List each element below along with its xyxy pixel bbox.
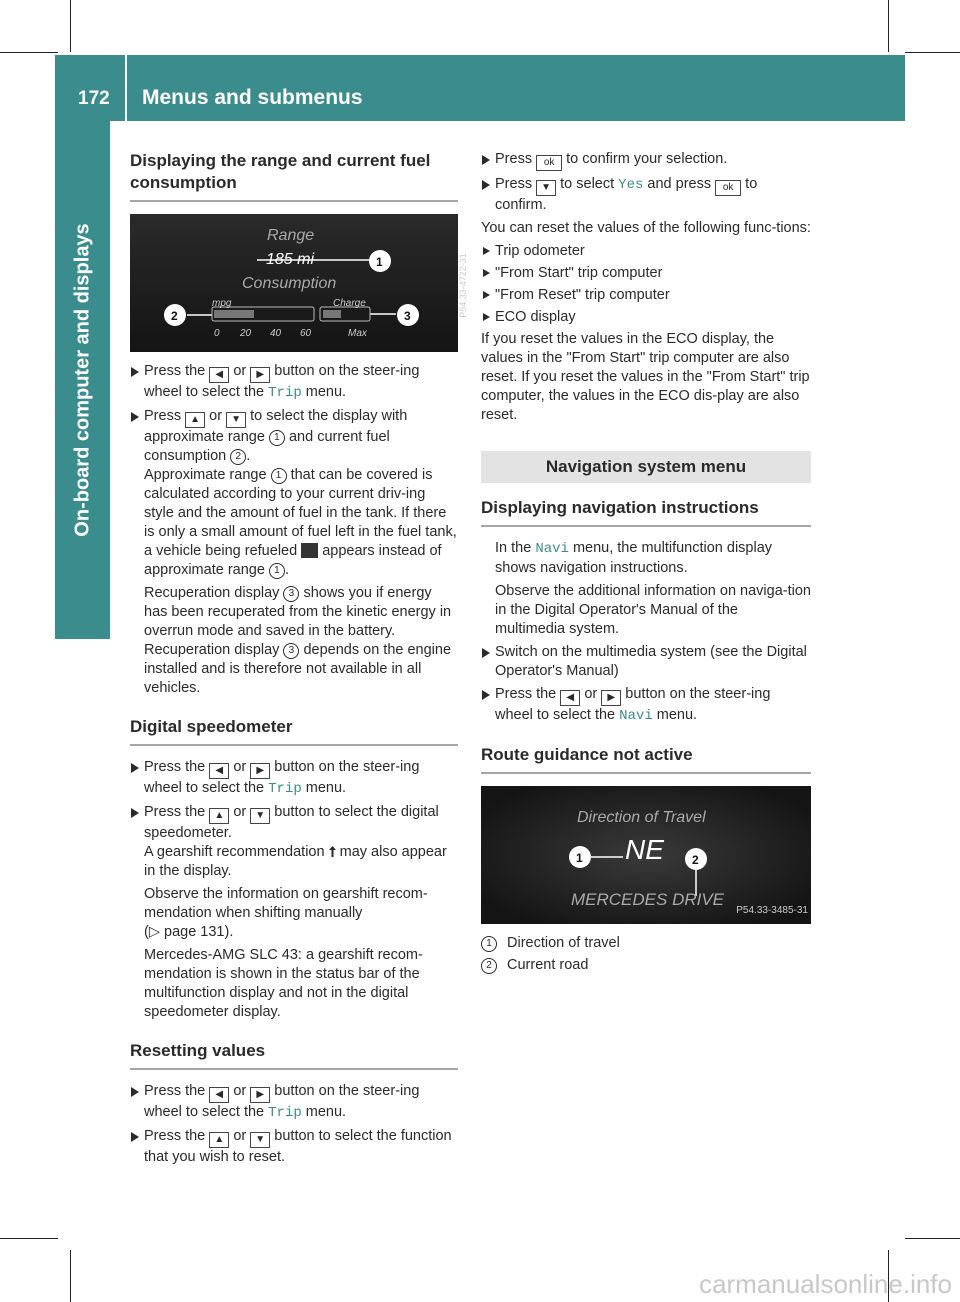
text: or — [584, 686, 598, 702]
text: to select — [560, 176, 615, 192]
right-arrow-button-icon: ▶ — [250, 367, 270, 383]
text: menu. — [305, 384, 347, 400]
ok-button-icon: ok — [715, 180, 741, 196]
callout-1: 1 — [576, 851, 583, 865]
callout-1: 1 — [376, 255, 383, 269]
right-arrow-button-icon: ▶ — [601, 690, 621, 706]
down-arrow-button-icon: ▼ — [250, 808, 270, 824]
menu-yes: Yes — [618, 177, 644, 193]
section-title: Navigation system menu — [481, 451, 811, 483]
reset-heading: Resetting values — [130, 1040, 458, 1070]
menu-navi: Navi — [535, 541, 569, 557]
callout-ref-2: 2 — [481, 958, 497, 974]
text: Press — [495, 176, 533, 192]
step — [130, 1082, 458, 1123]
text: to select the display with approximate range — [144, 408, 408, 445]
crop-mark — [70, 1250, 71, 1302]
text: Approximate range — [144, 467, 267, 483]
text: button on the steer-ing wheel to select the — [144, 363, 420, 400]
text: or — [233, 1083, 247, 1099]
text: button on the steer-ing wheel to select the — [495, 686, 771, 723]
callout-2: 2 — [171, 309, 178, 323]
crop-mark — [905, 52, 960, 53]
header-title: Menus and submenus — [142, 86, 363, 109]
text: menu. — [656, 707, 698, 723]
text: appears instead of approximate range — [144, 543, 442, 578]
navigation-display-figure — [481, 786, 811, 924]
ok-button-icon: ok — [536, 155, 562, 171]
paragraph: If you reset the values in the ECO display, the values in the "From Start" trip computer are also reset. If you reset the values in the "From Start" trip computer, the values in the ECO dis-play are also reset. — [481, 331, 810, 423]
max-label: Max — [348, 328, 367, 339]
charge-label: Charge — [333, 298, 366, 309]
text: . — [284, 562, 289, 578]
text: In the — [495, 540, 532, 556]
watermark: carmanualsonline.info — [699, 1269, 952, 1299]
left-arrow-button-icon: ◀ — [560, 690, 580, 706]
text: A gearshift recommendation — [144, 844, 325, 860]
callout-ref-2: 2 — [230, 449, 246, 465]
text: or — [209, 408, 223, 424]
callout-ref-1: 1 — [269, 563, 285, 579]
up-arrow-button-icon: ▲ — [209, 808, 229, 824]
page-number: 172 — [78, 88, 110, 109]
text: to confirm. — [495, 176, 758, 213]
paragraph — [130, 885, 458, 942]
text: and current fuel consumption — [144, 429, 390, 464]
step — [130, 1127, 458, 1167]
crop-mark — [888, 0, 889, 52]
tick-0: 0 — [214, 328, 220, 339]
text: or — [233, 759, 247, 775]
text: menu. — [305, 1104, 347, 1120]
callout-ref-3: 3 — [283, 586, 299, 602]
list-item: ECO display — [481, 308, 811, 327]
text: Press the — [144, 804, 206, 820]
direction-label: Direction of Travel — [577, 809, 706, 826]
paragraph — [130, 584, 458, 698]
paragraph: Observe the additional information on naviga-tion in the Digital Operator's Manual of the multimedia system. — [495, 583, 811, 637]
mpg-label: mpg — [212, 298, 232, 309]
range-label: Range — [267, 227, 315, 244]
gearshift-up-icon — [329, 846, 336, 857]
step — [130, 362, 458, 403]
step — [481, 175, 811, 215]
menu-trip: Trip — [268, 385, 302, 401]
callout-ref-3: 3 — [283, 643, 299, 659]
text: Press the — [144, 1128, 206, 1144]
text: menu. — [305, 780, 347, 796]
legend-item — [481, 956, 811, 975]
text: Observe the information on gearshift recom-mendation when shifting manually — [144, 886, 428, 921]
callout-3: 3 — [404, 309, 411, 323]
step — [130, 758, 458, 799]
text: Press the — [144, 363, 206, 379]
text: shows you if energy has been recuperated from the kinetic energy in overrun mode and saved in the battery. Recuperation display — [144, 585, 452, 658]
header-divider — [125, 55, 127, 121]
range-heading: Displaying the range and current fuel consumption — [130, 150, 458, 202]
text: and press — [647, 176, 712, 192]
step — [481, 685, 811, 726]
up-arrow-button-icon: ▲ — [209, 1132, 229, 1148]
text: Press the — [495, 686, 557, 702]
legend-item — [481, 934, 811, 953]
side-tab-text: On-board computer and displays — [71, 223, 94, 537]
text: or — [233, 1128, 247, 1144]
text: Press — [144, 408, 182, 424]
page-reference: (▷ page 131). — [144, 924, 234, 940]
step: Switch on the multimedia system (see the Digital Operator's Manual) — [481, 643, 811, 681]
list-item: Trip odometer — [481, 242, 811, 261]
text: Press the — [144, 1083, 206, 1099]
text: or — [233, 363, 247, 379]
text: button on the steer-ing wheel to select the — [144, 1083, 420, 1120]
consumption-label: Consumption — [242, 275, 337, 292]
step — [130, 407, 458, 580]
list-item: "From Start" trip computer — [481, 264, 811, 283]
text: depends on the engine installed and is therefore not available in all vehicles. — [144, 642, 452, 696]
callout-2: 2 — [692, 853, 699, 867]
left-column — [130, 150, 469, 1171]
text: button to select the digital speedometer. — [144, 804, 439, 841]
right-column — [481, 150, 811, 978]
text: that can be covered is calculated according to your current driv-ing style and the amount of fuel in the tank. If there is only a small amount of fuel left in the fuel tank, a vehicle being refueled — [144, 467, 457, 559]
menu-trip: Trip — [268, 1105, 302, 1121]
road-name: MERCEDES DRIVE — [571, 890, 725, 909]
crop-mark — [0, 1238, 58, 1239]
callout-ref-1: 1 — [481, 936, 497, 952]
step — [130, 803, 458, 881]
down-arrow-button-icon: ▼ — [226, 412, 246, 428]
crop-mark — [70, 0, 71, 52]
right-arrow-button-icon: ▶ — [250, 1087, 270, 1103]
text: or — [233, 804, 247, 820]
route-heading: Route guidance not active — [481, 744, 811, 774]
left-arrow-button-icon: ◀ — [209, 763, 229, 779]
figure-code: P54.33-4722-31 — [458, 253, 469, 318]
heading-value: NE — [625, 834, 664, 865]
list-item: "From Reset" trip computer — [481, 286, 811, 305]
down-arrow-button-icon: ▼ — [536, 180, 556, 196]
right-arrow-button-icon: ▶ — [250, 763, 270, 779]
tick-20: 20 — [240, 328, 252, 339]
menu-trip: Trip — [268, 781, 302, 797]
text: button on the steer-ing wheel to select the — [144, 759, 420, 796]
paragraph: You can reset the values of the following func-tions: — [481, 220, 811, 236]
text: button to select the function that you wish to reset. — [144, 1128, 452, 1165]
legend-text: Direction of travel — [507, 935, 620, 951]
menu-navi: Navi — [619, 708, 653, 724]
crop-mark — [905, 1238, 960, 1239]
text: to confirm your selection. — [566, 151, 728, 167]
text: . — [246, 448, 251, 464]
text: menu, the multifunction display shows navigation instructions. — [495, 540, 773, 576]
text: Recuperation display — [144, 585, 280, 601]
callout-ref-1: 1 — [271, 468, 287, 484]
figure-code: P54.33-3485-31 — [736, 905, 808, 916]
tick-40: 40 — [270, 328, 282, 339]
paragraph — [481, 539, 811, 578]
step — [481, 150, 811, 171]
callout-ref-1: 1 — [269, 430, 285, 446]
crop-mark — [0, 52, 58, 53]
paragraph: Mercedes-AMG SLC 43: a gearshift recom-mendation is shown in the status bar of the multifunction display and not in the digital speedometer display. — [144, 947, 423, 1020]
left-arrow-button-icon: ◀ — [209, 367, 229, 383]
down-arrow-button-icon: ▼ — [250, 1132, 270, 1148]
speedometer-heading: Digital speedometer — [130, 716, 458, 746]
text: Press — [495, 151, 533, 167]
text: may also appear in the display. — [144, 844, 447, 879]
range-display-figure — [130, 214, 469, 352]
nav-heading: Displaying navigation instructions — [481, 497, 811, 527]
legend-text: Current road — [507, 957, 589, 973]
up-arrow-button-icon: ▲ — [185, 412, 205, 428]
range-value: 185 mi — [266, 251, 315, 268]
fuel-pump-icon — [301, 543, 318, 558]
left-arrow-button-icon: ◀ — [209, 1087, 229, 1103]
text: Press the — [144, 759, 206, 775]
tick-60: 60 — [300, 328, 312, 339]
